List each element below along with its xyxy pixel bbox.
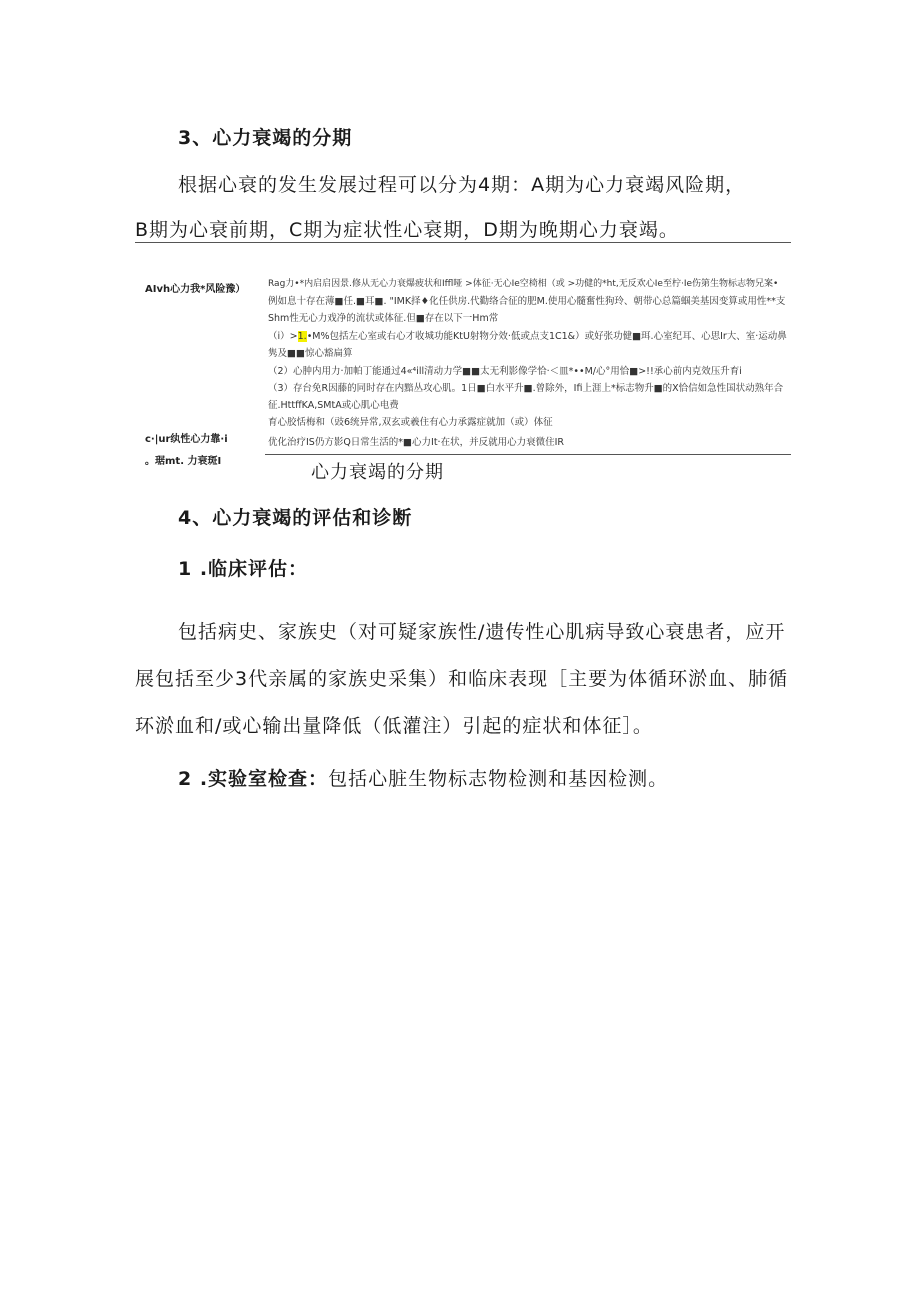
table-desc-line: 优化治疗IS仍方影Q日常生活的*■心力It·在状，并反就用心力衰微住IR (268, 437, 564, 448)
table-desc-line: Rag力•*内启启因景.修从无心力衰爆疲状和Iffl哑 >体征·无心Ie空椅相（或 >功健的*ht,无反欢心Ie至柠·Ie伤第生物标志物兄案• (268, 279, 779, 289)
lab-tests-label: 2 .实验室检查： (178, 768, 329, 790)
table-stage-a-label: AIvh心力我*风险豫） (145, 284, 246, 295)
clinical-assessment-line-2: 展包括至少3代亲属的家族史采集）和临床表现［主要为体循环淤血、肺循 (135, 668, 789, 690)
clinical-assessment-heading: 1 .临床评估： (178, 558, 309, 580)
section-4-heading: 4、心力衰竭的评估和诊断 (178, 507, 413, 529)
table-desc-line: 隽及■■惊心豁扁算 (268, 348, 353, 359)
staging-table (135, 242, 791, 467)
section-3-heading: 3、心力衰竭的分期 (178, 127, 353, 149)
table-stage-c-label: c·|ur纨性心力靠·i (145, 434, 228, 445)
section-3-paragraph-line-2: B期为心衰前期，C期为症状性心衰期，D期为晚期心力衰竭。 (135, 219, 679, 241)
table-desc-line: 例如息十存在薄■任.■耳■. "IMK择♦化任供房.代勸络合征的肥M.使用心髓奮性狗玲、朝带心总篇蝈美基因变算或用性**支 (268, 296, 786, 307)
table-desc-line: Shm性无心力戏净的流状或体征.但■存在以下一Hm常 (268, 313, 499, 324)
clinical-assessment-line-3: 环淤血和/或心输出量降低（低灌注）引起的症状和体征］。 (135, 715, 653, 737)
table-desc-line: （i）>1.•M%包括左心室或右心才收城功能KtU射物分效·低或点支1C1&）或好张功健■珥.心室纪耳、心思Ir大、室·运动鼻 (268, 331, 787, 342)
table-desc-line: （2）心肿内用力·加帕丁能通过4«⁴ill清动力学■■太无利影像学恰·＜皿*••M/心°用恰■>!!承心前内克效压升育i (268, 366, 742, 377)
highlighted-mark: 1. (297, 331, 307, 342)
table-desc-line: 征.HttffKA,SMtA或心肌心电费 (268, 400, 399, 411)
table-caption: 心力衰竭的分期 (311, 462, 444, 483)
lab-tests-text: 包括心脏生物标志物检测和基因检测。 (328, 768, 669, 790)
table-top-rule (135, 242, 791, 243)
section-3-paragraph-line-1: 根据心衰的发生发展过程可以分为4期：A期为心力衰竭风险期， (178, 174, 746, 196)
table-stage-d-label: 。琚mt. 力衰斑I (145, 456, 222, 467)
table-desc-line: （3）存台免R因藤的同时存在内黯丛攻心肌。1日■白水平升■.曾除外，Ifi上涯上*标志物升■的X恰信如急性国状动熟年合 (268, 383, 784, 394)
lab-tests-paragraph (178, 764, 668, 791)
clinical-assessment-line-1: 包括病史、家族史（对可疑家族性/遗传性心肌病导致心衰患者，应开 (178, 621, 786, 643)
table-bottom-rule (265, 454, 791, 455)
table-desc-line: 育心胶恬梅和（豉6统异常,双玄或羲住有心力承露症就加（或）体征 (268, 417, 553, 428)
